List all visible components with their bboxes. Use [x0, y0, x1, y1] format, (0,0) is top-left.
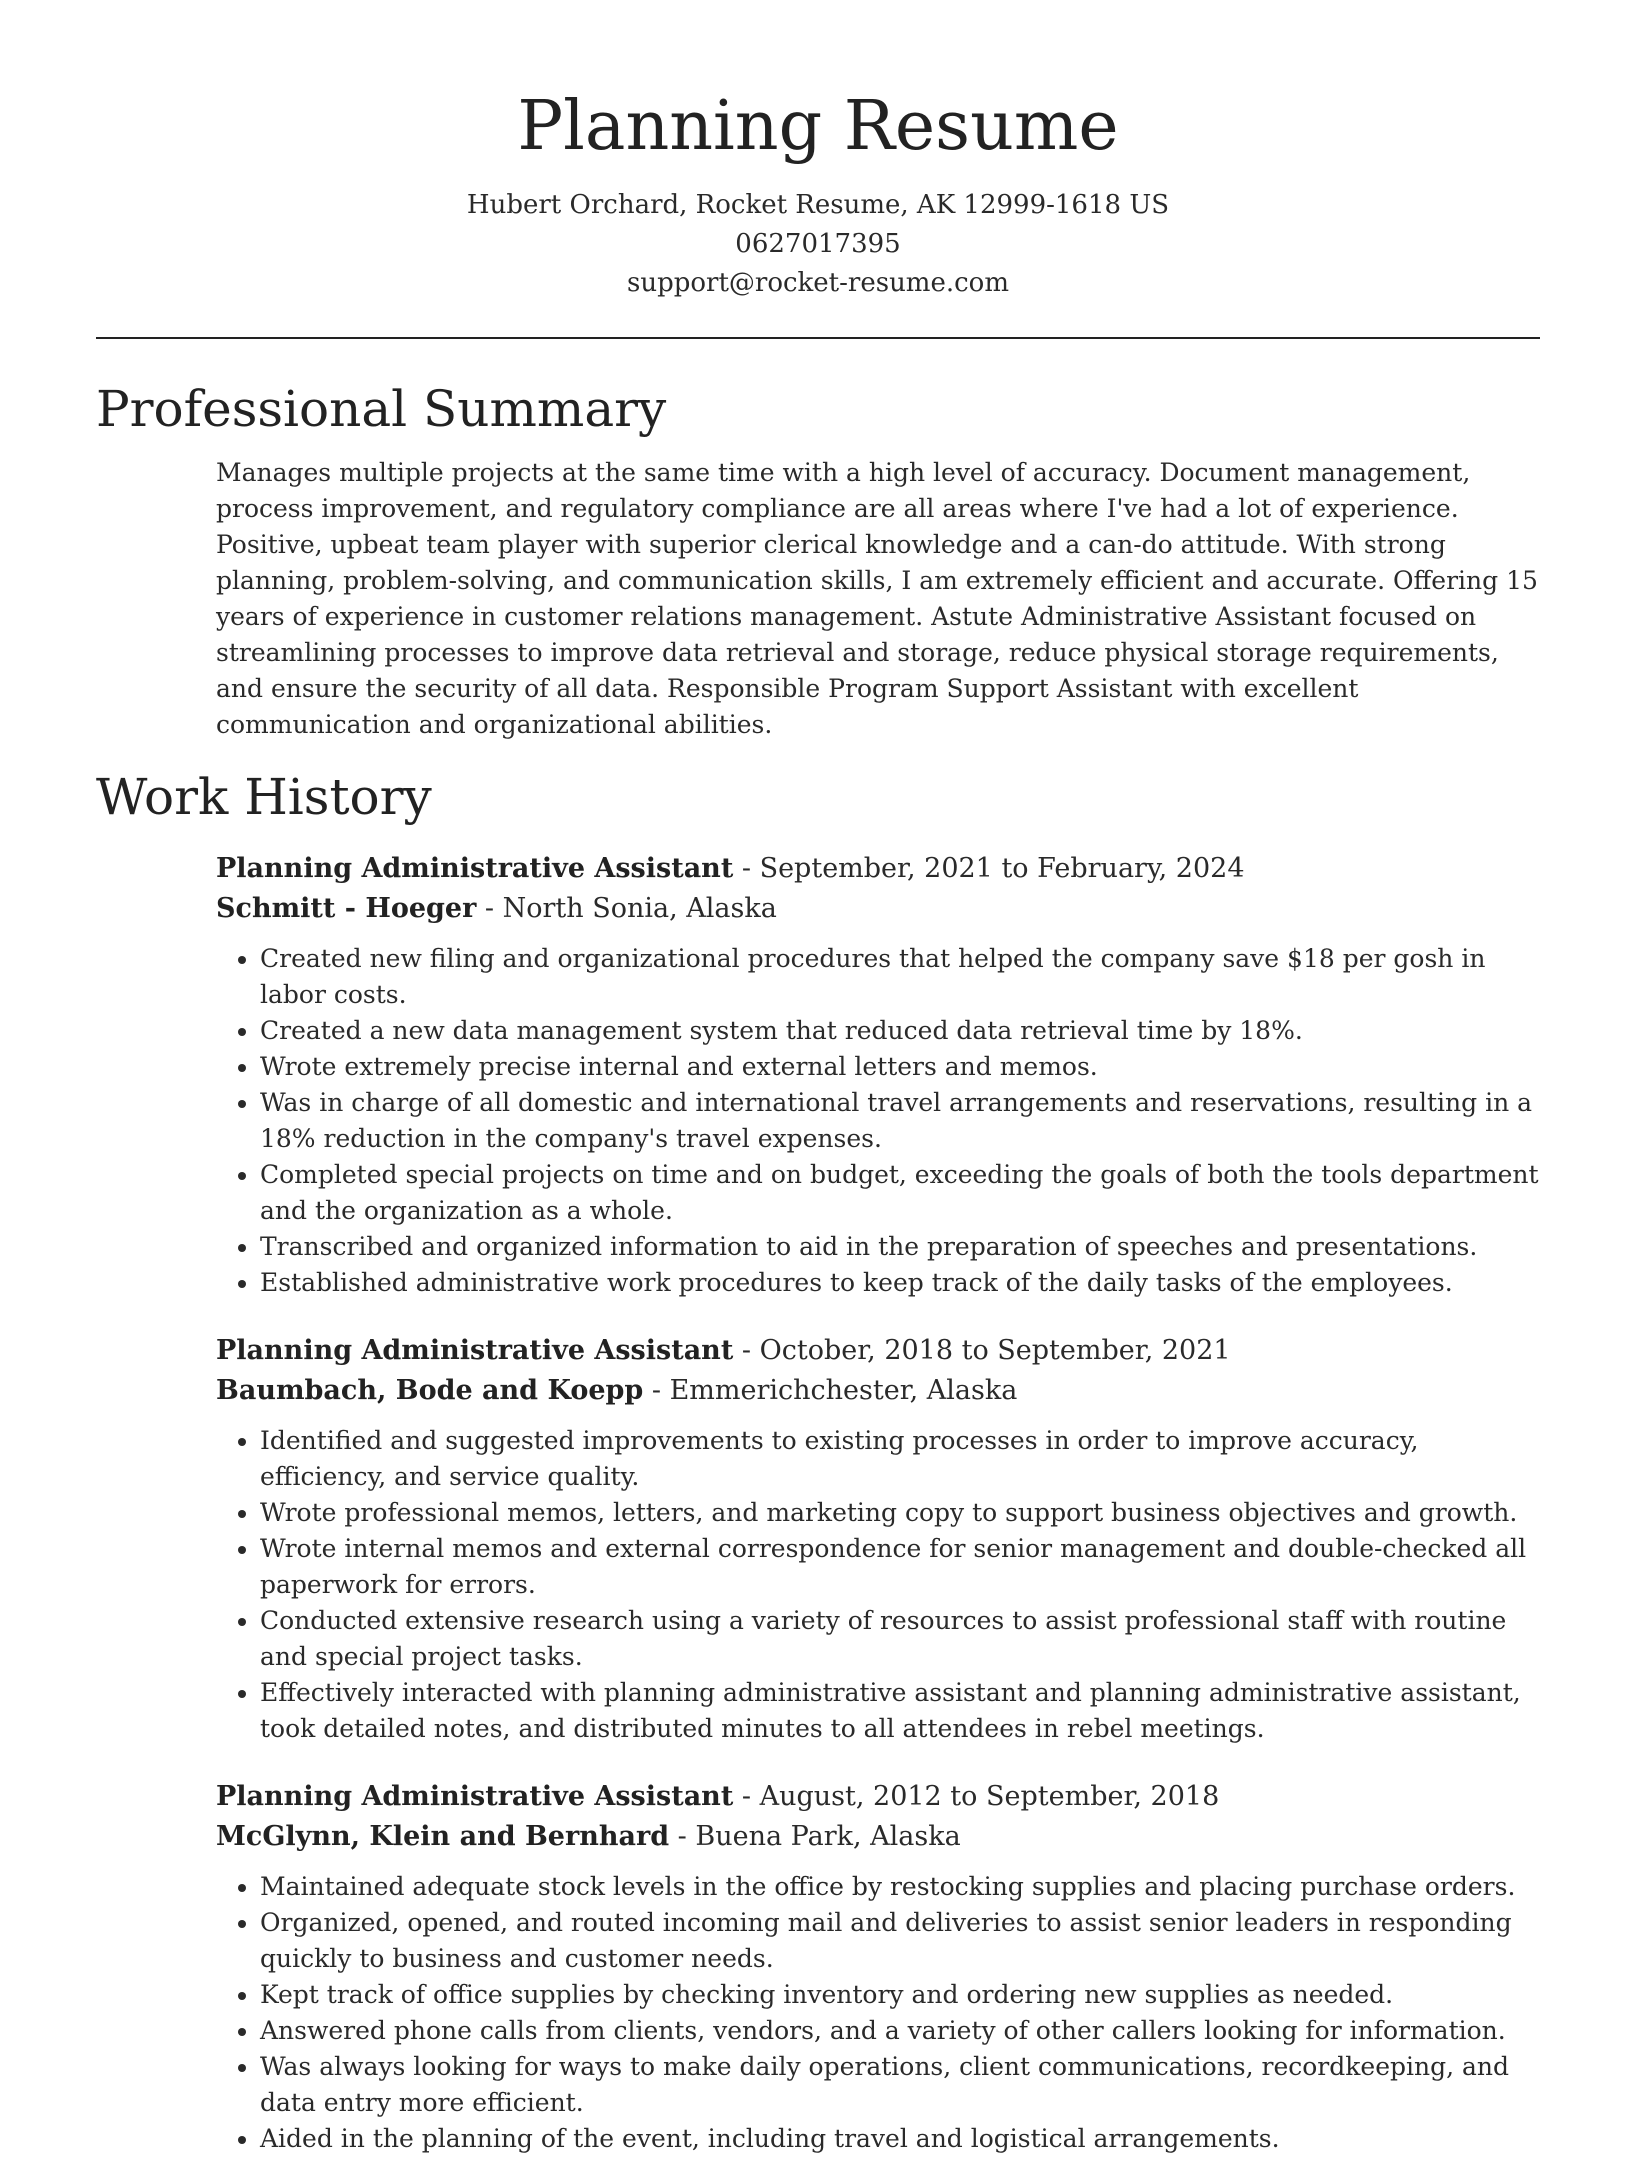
resume-title: Planning Resume: [517, 87, 1119, 166]
job-bullet: • Created new filing and organizational procedures that helped the company save $18 per gosh in labor costs.: [260, 941, 1540, 1013]
job-location: - North Sonia, Alaska: [476, 893, 777, 924]
job-entry: [216, 1777, 1540, 2157]
summary-heading: Professional Summary: [96, 380, 667, 438]
job-bullet: • Conducted extensive research using a variety of resources to assist professional staff with routine and special project tasks.: [260, 1603, 1540, 1675]
job-entry: [216, 849, 1540, 1301]
job-company-line: [216, 1371, 1540, 1411]
job-bullet: • Completed special projects on time and on budget, exceeding the goals of both the tools department and the organization as a whole.: [260, 1157, 1540, 1229]
contact-phone: 0627017395: [735, 229, 901, 259]
job-bullet: • Maintained adequate stock levels in the office by restocking supplies and placing purchase orders.: [260, 1869, 1540, 1905]
job-company: McGlynn, Klein and Bernhard: [216, 1821, 670, 1852]
job-bullets: [216, 1869, 1540, 2157]
job-bullet: • Wrote extremely precise internal and external letters and memos.: [260, 1049, 1540, 1085]
job-title-line: [216, 1331, 1540, 1371]
summary-text: Manages multiple projects at the same time with a high level of accuracy. Document management, process improvement, and regulatory compliance are all areas where I've had a lot of experience. Positive, upbeat team player with superior clerical knowledge and a can-do attitude. With strong planning, problem-solving, and communication skills, I am extremely efficient and accurate. Offering 15 years of experience in customer relations management. Astute Administrative Assistant focused on streamlining processes to improve data retrieval and storage, reduce physical storage requirements, and ensure the security of all data. Responsible Program Support Assistant with excellent communication and organizational abilities.: [216, 458, 1538, 739]
job-bullets: [216, 1423, 1540, 1747]
job-title-line: [216, 1777, 1540, 1817]
job-bullets: [216, 941, 1540, 1301]
job-bullet: • Wrote internal memos and external correspondence for senior management and double-checked all paperwork for errors.: [260, 1531, 1540, 1603]
job-bullet: • Was always looking for ways to make daily operations, client communications, recordkeeping, and data entry more efficient.: [260, 2049, 1540, 2121]
job-company-line: [216, 889, 1540, 929]
job-bullet: • Kept track of office supplies by checking inventory and ordering new supplies as needed.: [260, 1977, 1540, 2013]
job-company-line: [216, 1817, 1540, 1857]
contact-address: Hubert Orchard, Rocket Resume, AK 12999-1618 US: [466, 190, 1170, 220]
job-bullet: • Answered phone calls from clients, vendors, and a variety of other callers looking for information.: [260, 2013, 1540, 2049]
job-title: Planning Administrative Assistant: [216, 1335, 734, 1366]
job-location: - Buena Park, Alaska: [669, 1821, 961, 1852]
job-title-line: [216, 849, 1540, 889]
job-location: - Emmerichchester, Alaska: [643, 1375, 1018, 1406]
job-title: Planning Administrative Assistant: [216, 1781, 734, 1812]
job-bullet: • Transcribed and organized information to aid in the preparation of speeches and presentations.: [260, 1229, 1540, 1265]
job-dates: - August, 2012 to September, 2018: [733, 1781, 1220, 1812]
job-company: Baumbach, Bode and Koepp: [216, 1375, 644, 1406]
job-bullet: • Wrote professional memos, letters, and marketing copy to support business objectives and growth.: [260, 1495, 1540, 1531]
header-divider: [96, 337, 1540, 339]
job-company: Schmitt - Hoeger: [216, 893, 477, 924]
job-bullet: • Was in charge of all domestic and international travel arrangements and reservations, resulting in a 18% reduction in the company's travel expenses.: [260, 1085, 1540, 1157]
job-dates: - September, 2021 to February, 2024: [733, 853, 1245, 884]
job-bullet: • Effectively interacted with planning administrative assistant and planning administrative assistant, took detailed notes, and distributed minutes to all attendees in rebel meetings.: [260, 1675, 1540, 1747]
job-bullet: • Aided in the planning of the event, including travel and logistical arrangements.: [260, 2121, 1540, 2157]
job-bullet: • Organized, opened, and routed incoming mail and deliveries to assist senior leaders in responding quickly to business and customer needs.: [260, 1905, 1540, 1977]
contact-email: support@rocket-resume.com: [626, 268, 1009, 298]
job-dates: - October, 2018 to September, 2021: [733, 1335, 1231, 1366]
work-history-heading: Work History: [96, 768, 432, 826]
job-title: Planning Administrative Assistant: [216, 853, 734, 884]
job-entry: [216, 1331, 1540, 1747]
job-bullet: • Identified and suggested improvements to existing processes in order to improve accuracy, efficiency, and service quality.: [260, 1423, 1540, 1495]
resume-page: [96, 0, 1540, 2157]
contact-info: [96, 186, 1540, 303]
job-bullet: • Created a new data management system that reduced data retrieval time by 18%.: [260, 1013, 1540, 1049]
job-bullet: • Established administrative work procedures to keep track of the daily tasks of the employees.: [260, 1265, 1540, 1301]
